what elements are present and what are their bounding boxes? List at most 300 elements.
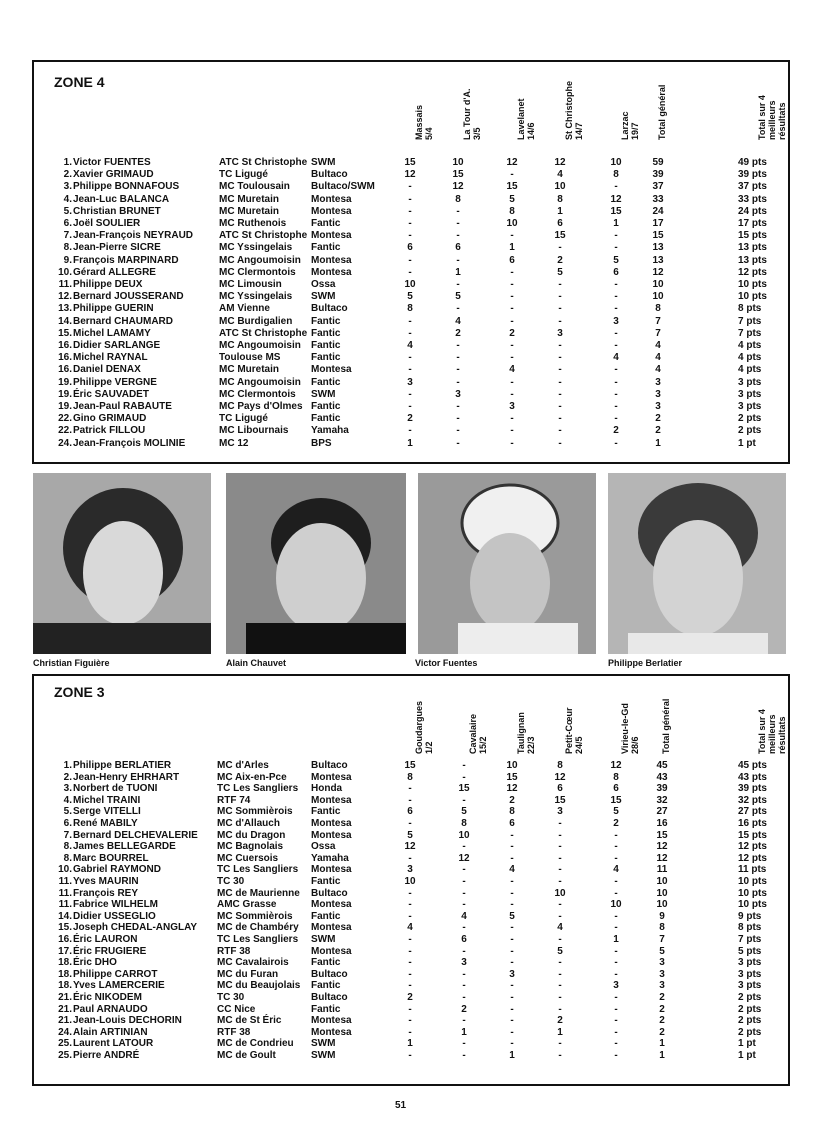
best-four-score: 49 pts [738,157,767,168]
total-score: 10 [656,876,668,887]
round-score: - [558,388,562,400]
rank: 4. [63,193,72,205]
motorcycle: Yamaha [311,852,349,864]
round-score: - [614,327,618,339]
rank: 18. [58,968,72,980]
round-score: 12 [610,193,622,205]
round-score: - [558,852,562,864]
motorcycle: Montesa [311,364,352,376]
best-four-score: 4 pts [738,340,762,351]
round-score: 3 [407,864,413,876]
rank: 21. [58,1003,72,1015]
best-four-score: 10 pts [738,876,767,887]
total-score: 3 [655,388,661,400]
best-four-score: 7 pts [738,934,762,945]
round-score: - [408,783,412,795]
zone4-row [34,377,788,389]
round-score: - [462,1015,466,1027]
best-four-score: 2 pts [738,992,762,1003]
round-score: 10 [452,157,464,168]
round-score: - [614,957,618,969]
round-score: 8 [407,303,413,315]
club: CC Nice [217,1003,256,1015]
round-score: - [408,388,412,400]
club: MC du Beaujolais [217,980,301,992]
club: MC Burdigalien [219,315,293,327]
total-score: 4 [655,352,661,364]
club: MC Ruthenois [219,218,287,229]
round-score: 5 [613,254,619,266]
round-score: 6 [613,266,619,278]
total-score: 59 [652,157,664,168]
zone3-row [34,783,788,795]
rider-name: Philippe CARROT [73,968,158,980]
zone4-col-header: Lavelanet 14/6 [516,98,536,140]
round-score: - [510,413,514,425]
motorcycle: SWM [311,157,336,168]
rank: 21. [58,992,72,1003]
zone3-table [32,674,790,1086]
best-four-score: 7 pts [738,315,762,327]
motorcycle: SWM [311,1050,336,1061]
best-four-score: 4 pts [738,364,762,376]
rider-name: Jean-Henry EHRHART [73,771,180,783]
round-score: - [408,934,412,945]
round-score: 1 [461,1026,467,1038]
round-score: 1 [557,205,563,217]
round-score: - [408,1003,412,1015]
round-score: - [614,1050,618,1061]
club: Toulouse MS [219,352,281,364]
motorcycle: Montesa [311,794,352,806]
round-score: - [558,425,562,437]
round-score: - [510,1015,514,1027]
round-score: - [462,1038,466,1050]
round-score: 2 [557,1015,563,1027]
zone3-row [34,760,788,772]
round-score: - [510,1038,514,1050]
round-score: - [510,303,514,315]
round-score: - [558,376,562,388]
caption-philippe-berlatier: Philippe Berlatier [608,658,683,668]
round-score: 6 [557,783,563,795]
round-score: 6 [509,818,515,829]
round-score: - [408,910,412,922]
round-score: - [456,425,460,437]
round-score: 4 [557,169,563,181]
best-four-score: 3 pts [738,957,762,969]
total-score: 2 [655,425,661,437]
club: MC Aix-en-Pce [217,771,287,783]
round-score: 2 [455,327,461,339]
club: MC Angoumoisin [219,254,301,266]
round-score: - [408,181,412,193]
club: MC Cuersois [217,852,279,864]
round-score: - [408,425,412,437]
round-score: 4 [455,315,461,327]
rider-name: Victor FUENTES [73,157,151,168]
round-score: - [614,388,618,400]
round-score: - [510,841,514,853]
round-score: - [510,352,514,364]
zone3-row [34,934,788,946]
round-score: - [510,852,514,864]
round-score: 8 [509,205,515,217]
rider-name: Yves LAMERCERIE [73,980,165,992]
best-four-score: 9 pts [738,910,762,922]
best-four-score: 24 pts [738,205,767,217]
rank: 14. [58,910,72,922]
rider-name: Philippe BERLATIER [73,760,172,771]
round-score: - [408,315,412,327]
club: MC du Furan [217,968,279,980]
best-four-score: 1 pt [738,1038,756,1050]
round-score: - [558,864,562,876]
total-score: 39 [652,169,664,181]
rider-name: Paul ARNAUDO [73,1003,148,1015]
round-score: - [408,327,412,339]
round-score: - [558,899,562,911]
rider-name: Pierre ANDRÉ [73,1050,140,1061]
rank: 11. [58,876,72,887]
rank: 8. [63,852,72,864]
total-score: 2 [659,1015,665,1027]
rider-name: Éric NIKODEM [73,992,142,1003]
round-score: 6 [407,806,413,818]
rider-name: Bernard DELCHEVALERIE [73,829,198,841]
club: MC Clermontois [219,266,296,278]
rider-name: Gino GRIMAUD [73,413,147,425]
best-four-score: 32 pts [738,794,767,806]
best-four-score: 2 pts [738,1003,762,1015]
round-score: 15 [452,169,464,181]
rank: 24. [58,1026,72,1038]
round-score: - [614,887,618,899]
round-score: 2 [407,413,413,425]
rank: 16. [58,934,72,945]
rider-name: Joël SOULIER [73,218,141,229]
round-score: - [614,829,618,841]
club: MC 12 [219,437,249,449]
motorcycle: Montesa [311,945,352,957]
club: ATC St Christophe [219,327,308,339]
round-score: - [510,315,514,327]
zone3-col-header: Goudargues 1/2 [414,700,434,754]
round-score: 5 [455,291,461,303]
round-score: - [614,401,618,412]
motorcycle: Fantic [311,980,341,992]
best-four-score: 3 pts [738,388,762,400]
round-score: 3 [509,401,515,412]
rider-name: René MABILY [73,818,138,829]
round-score: 3 [461,957,467,969]
zone4-row [34,303,788,315]
zone4-row [34,230,788,242]
round-score: - [558,910,562,922]
round-score: - [614,1003,618,1015]
round-score: - [558,340,562,351]
rider-name: Philippe VERGNE [73,376,157,388]
round-score: 10 [506,760,518,771]
zone4-row [34,279,788,291]
photo-christian-figuiere [33,473,211,654]
zone3-row [34,969,788,981]
total-score: 3 [659,968,665,980]
rider-name: Bernard JOUSSERAND [73,291,184,303]
best-four-score: 3 pts [738,401,762,412]
total-score: 8 [655,303,661,315]
club: TC Les Sangliers [217,934,299,945]
round-score: - [510,1003,514,1015]
total-score: 2 [655,413,661,425]
rank: 1. [63,760,72,771]
best-four-score: 12 pts [738,266,767,278]
zone3-row [34,946,788,958]
total-score: 15 [656,829,668,841]
round-score: 3 [509,968,515,980]
best-four-score: 43 pts [738,771,767,783]
best-four-score: 5 pts [738,945,762,957]
best-four-score: 10 pts [738,899,767,911]
total-score: 39 [656,783,668,795]
zone4-row [34,364,788,376]
motorcycle: Montesa [311,864,352,876]
total-score: 3 [655,376,661,388]
round-score: - [614,945,618,957]
total-score: 10 [652,279,664,290]
round-score: - [614,181,618,193]
round-score: - [510,266,514,278]
total-score: 11 [656,864,668,876]
rank: 11. [58,279,72,290]
rider-name: Michel RAYNAL [73,352,148,364]
rider-name: Didier USSEGLIO [73,910,156,922]
round-score: 5 [509,910,515,922]
round-score: 4 [461,910,467,922]
round-score: - [408,1015,412,1027]
round-score: - [558,818,562,829]
best-four-score: 15 pts [738,230,767,242]
round-score: - [614,291,618,303]
rank: 15. [58,922,72,934]
photo-alain-chauvet [226,473,406,654]
zone4-row [34,352,788,364]
round-score: 3 [557,327,563,339]
motorcycle: Bultaco [311,169,348,181]
zone3-row [34,1050,788,1062]
club: RTF 38 [217,1026,251,1038]
round-score: - [408,266,412,278]
caption-christian-figuiere: Christian Figuière [33,658,110,668]
club: MC Muretain [219,193,279,205]
round-score: - [558,934,562,945]
club: TC Les Sangliers [217,783,299,795]
motorcycle: Fantic [311,327,341,339]
round-score: - [558,352,562,364]
motorcycle: Fantic [311,218,341,229]
club: MC Muretain [219,364,279,376]
round-score: - [614,841,618,853]
zone3-row [34,992,788,1004]
round-score: - [510,388,514,400]
round-score: - [510,376,514,388]
round-score: - [510,425,514,437]
rider-name: Gabriel RAYMOND [73,864,161,876]
rank: 5. [63,806,72,818]
rank: 25. [58,1038,72,1050]
best-four-score: 2 pts [738,1015,762,1027]
rank: 16. [58,340,72,351]
club: MC Sommièrois [217,806,293,818]
rider-name: Serge VITELLI [73,806,141,818]
round-score: 8 [461,818,467,829]
rider-name: Christian BRUNET [73,205,161,217]
total-score: 16 [656,818,668,829]
round-score: - [614,413,618,425]
motorcycle: Fantic [311,876,341,887]
best-four-score: 39 pts [738,169,767,181]
zone3-col-header: Petit-Cœur 24/5 [564,707,584,754]
rank: 12. [58,291,72,303]
rider-name: François REY [73,887,139,899]
round-score: - [558,968,562,980]
round-score: 10 [506,218,518,229]
rider-name: Philippe DEUX [73,279,143,290]
round-score: 10 [610,157,622,168]
round-score: 4 [613,864,619,876]
total-score: 27 [656,806,668,818]
round-score: - [408,193,412,205]
round-score: - [614,1038,618,1050]
zone4-row [34,255,788,267]
rider-name: Didier SARLANGE [73,340,161,351]
club: MC Sommièrois [217,910,293,922]
total-score: 7 [655,315,661,327]
motorcycle: SWM [311,1038,336,1050]
motorcycle: Fantic [311,352,341,364]
round-score: 10 [554,181,566,193]
club: MC Yssingelais [219,291,293,303]
round-score: - [462,760,466,771]
round-score: 6 [509,254,515,266]
round-score: - [408,794,412,806]
rank: 3. [63,783,72,795]
rank: 1. [63,157,72,168]
round-score: - [462,841,466,853]
best-four-score: 8 pts [738,303,762,315]
round-score: 2 [461,1003,467,1015]
round-score: - [408,818,412,829]
round-score: 15 [554,794,566,806]
round-score: - [456,230,460,242]
club: MC Angoumoisin [219,376,301,388]
round-score: - [614,437,618,449]
rank: 10. [58,266,72,278]
club: MC de St Éric [217,1015,282,1027]
round-score: 15 [506,181,518,193]
round-score: - [408,980,412,992]
zone3-row [34,1004,788,1016]
round-score: - [558,401,562,412]
photo-victor-fuentes [418,473,596,654]
round-score: - [510,887,514,899]
zone3-row [34,899,788,911]
zone4-table [32,60,790,464]
round-score: - [558,1050,562,1061]
round-score: - [510,899,514,911]
motorcycle: Yamaha [311,425,349,437]
round-score: 3 [613,315,619,327]
motorcycle: Bultaco/SWM [311,181,375,193]
best-four-score: 7 pts [738,327,762,339]
club: MC Yssingelais [219,242,293,254]
best-four-score: 10 pts [738,291,767,303]
round-score: - [614,876,618,887]
rider-name: Jean-Luc BALANCA [73,193,170,205]
round-score: - [408,899,412,911]
round-score: - [510,340,514,351]
rank: 6. [63,218,72,229]
club: ATC St Christophe [219,157,308,168]
round-score: - [614,230,618,242]
motorcycle: Montesa [311,266,352,278]
motorcycle: Fantic [311,957,341,969]
rider-name: Bernard CHAUMARD [73,315,174,327]
round-score: 12 [458,852,470,864]
round-score: 15 [404,157,416,168]
rider-name: Fabrice WILHELM [73,899,159,911]
total-score: 3 [659,957,665,969]
round-score: - [456,340,460,351]
round-score: - [456,303,460,315]
rider-name: Jean-Paul RABAUTE [73,401,172,412]
rank: 22. [58,425,72,437]
round-score: - [510,957,514,969]
zone4-row [34,218,788,230]
round-score: 6 [407,242,413,254]
round-score: - [456,205,460,217]
round-score: - [462,771,466,783]
total-score: 7 [659,934,665,945]
motorcycle: Fantic [311,910,341,922]
club: MC Toulousain [219,181,290,193]
portrait-image [608,473,786,654]
club: RTF 74 [217,794,251,806]
round-score: - [614,992,618,1003]
round-score: 4 [509,364,515,376]
round-score: - [462,876,466,887]
total-score: 32 [656,794,668,806]
round-score: - [558,279,562,290]
rider-name: François MARPINARD [73,254,179,266]
round-score: - [510,1026,514,1038]
motorcycle: Fantic [311,413,341,425]
rank: 18. [58,957,72,969]
zone3-row [34,980,788,992]
round-score: 5 [613,806,619,818]
rider-name: Jean-François NEYRAUD [73,230,194,242]
rank: 2. [63,169,72,181]
round-score: - [462,887,466,899]
round-score: 5 [461,806,467,818]
round-score: 1 [613,934,619,945]
total-score: 2 [659,992,665,1003]
zone4-row [34,340,788,352]
club: MC de Goult [217,1050,276,1061]
best-four-score: 45 pts [738,760,767,771]
motorcycle: SWM [311,291,336,303]
club: MC Libournais [219,425,289,437]
